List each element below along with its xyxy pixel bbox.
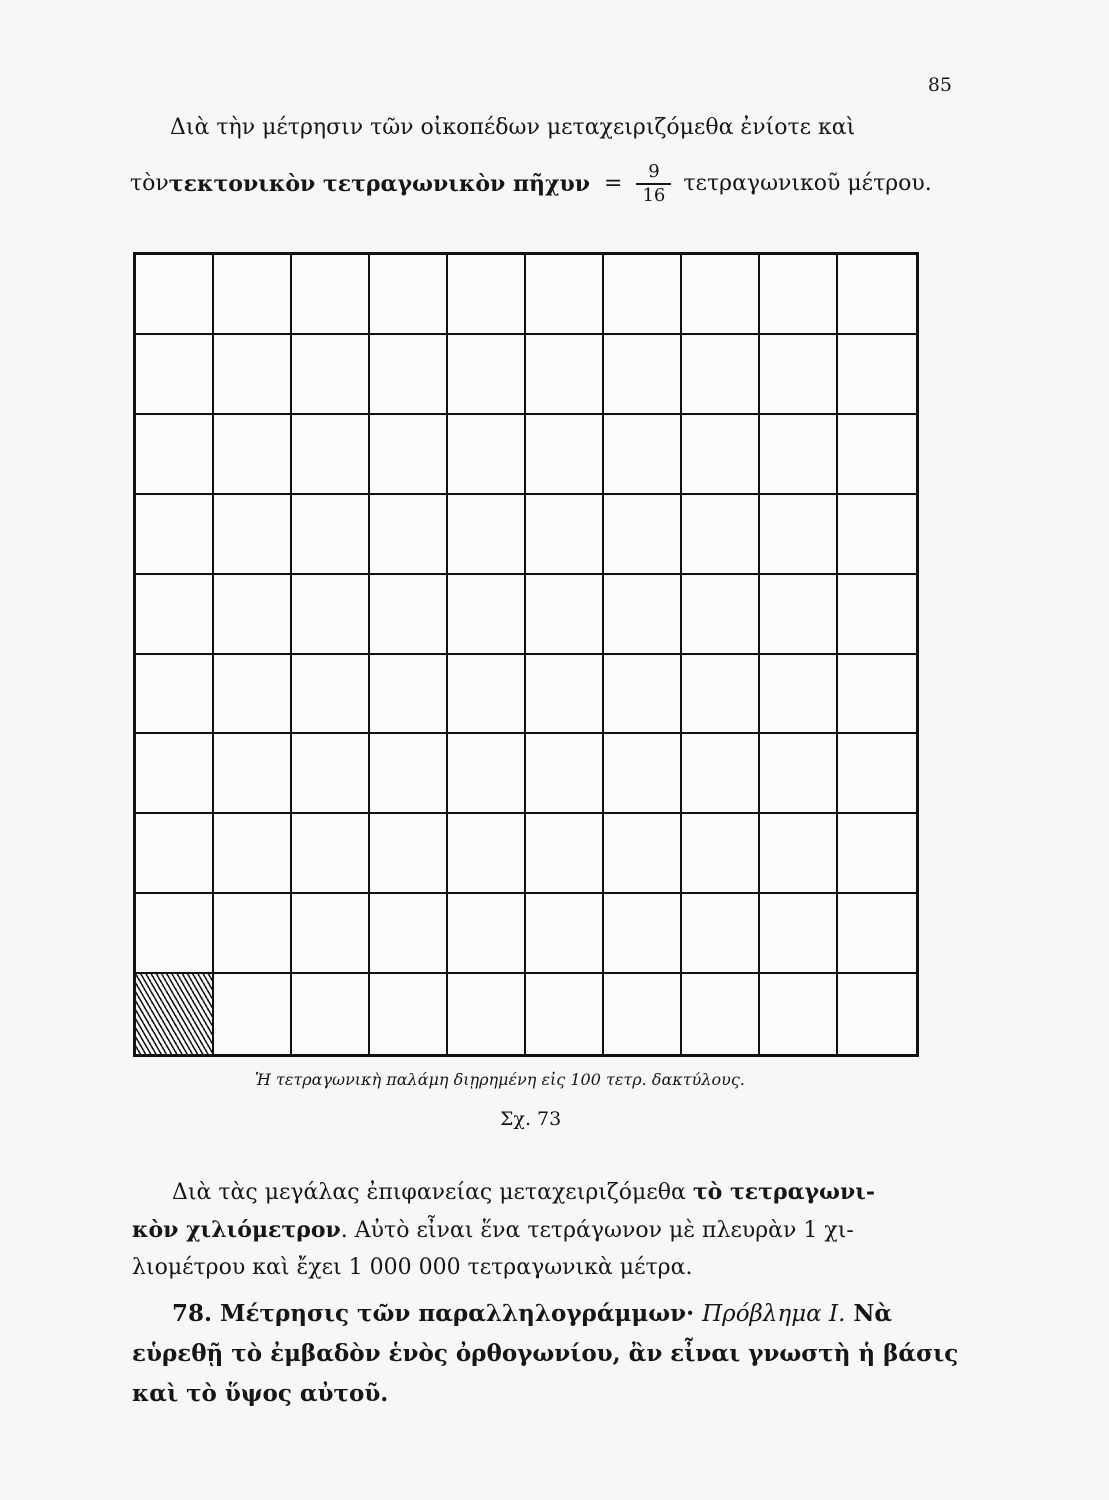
grid-cell — [604, 415, 682, 495]
paragraph2-line3: λιομέτρου καὶ ἔχει 1 000 000 τετραγωνικὰ μέτρα. — [132, 1255, 693, 1280]
grid-cell — [526, 974, 604, 1054]
figure-label: Σχ. 73 — [500, 1108, 562, 1130]
grid-cell — [214, 335, 292, 415]
grid-cell — [760, 655, 838, 735]
term-tektonic-cubit: τεκτονικὸν τετραγωνικὸν πῆχυν — [168, 170, 591, 197]
term-square-kilometer-part2: κὸν χιλιόμετρον — [132, 1217, 341, 1243]
grid-cell — [526, 415, 604, 495]
grid-cell — [448, 655, 526, 735]
grid-cell — [526, 575, 604, 655]
paragraph2-line2-suffix: . Αὐτὸ εἶναι ἕνα τετράγωνον μὲ πλευρὰν 1 χι- — [340, 1218, 854, 1243]
grid-cell — [448, 335, 526, 415]
grid-cell — [370, 255, 448, 335]
paragraph2-line1 — [172, 1176, 875, 1209]
grid-cell — [214, 255, 292, 335]
grid-cell — [760, 255, 838, 335]
grid-cell — [214, 415, 292, 495]
paragraph3-line1 — [172, 1298, 892, 1330]
grid-cell — [136, 495, 214, 575]
grid-cell — [136, 575, 214, 655]
grid-cell — [526, 335, 604, 415]
grid-cell — [838, 255, 916, 335]
fraction-denominator: 16 — [642, 184, 666, 206]
grid-cell — [604, 894, 682, 974]
grid-cell — [604, 814, 682, 894]
grid-cell — [838, 335, 916, 415]
grid-cell — [448, 575, 526, 655]
grid-cell — [370, 495, 448, 575]
grid-cell — [136, 415, 214, 495]
fraction-nine-sixteenths — [636, 162, 671, 206]
section-78-title: 78. Μέτρησις τῶν παραλληλογράμμων· — [172, 1300, 695, 1327]
grid-cell — [136, 734, 214, 814]
hatched-unit-square — [136, 974, 214, 1054]
grid-cell — [526, 814, 604, 894]
grid-cell — [760, 734, 838, 814]
paragraph2-line1-prefix: Διὰ τὰς μεγάλας ἐπιφανείας μεταχειριζόμεθα — [172, 1180, 693, 1205]
grid-cell — [682, 655, 760, 735]
grid-cell — [448, 814, 526, 894]
grid-cell — [604, 655, 682, 735]
grid-cell — [370, 894, 448, 974]
grid-cell — [448, 495, 526, 575]
grid-cell — [682, 495, 760, 575]
grid-cell — [604, 255, 682, 335]
grid-cell — [448, 415, 526, 495]
grid-cell — [838, 814, 916, 894]
grid-cell — [838, 974, 916, 1054]
equals-sign: = — [604, 170, 623, 196]
grid-cell — [526, 655, 604, 735]
grid-cell — [292, 974, 370, 1054]
grid-cell — [292, 814, 370, 894]
paragraph3-line1-end: Νὰ — [853, 1300, 893, 1327]
grid-cell — [136, 655, 214, 735]
grid-cell — [370, 814, 448, 894]
fraction-numerator: 9 — [648, 161, 660, 182]
grid-cell — [292, 255, 370, 335]
grid-cell — [526, 734, 604, 814]
grid-cell — [292, 335, 370, 415]
grid-cell — [214, 974, 292, 1054]
grid-cell — [214, 495, 292, 575]
grid-cell — [760, 415, 838, 495]
grid-cell — [448, 255, 526, 335]
grid-cell — [682, 814, 760, 894]
grid-cell — [292, 415, 370, 495]
grid-cell — [760, 974, 838, 1054]
grid-cell — [526, 255, 604, 335]
grid-cell — [682, 575, 760, 655]
grid-cell — [838, 734, 916, 814]
grid-cell — [214, 575, 292, 655]
grid-cell — [682, 974, 760, 1054]
figure-caption: Ἡ τετραγωνικὴ παλάμη διῃρημένη εἰς 100 τετρ. δακτύλους. — [255, 1070, 745, 1089]
grid-cell — [370, 335, 448, 415]
grid-cell — [838, 495, 916, 575]
grid-cell — [682, 734, 760, 814]
term-square-kilometer-part1: τὸ τετραγωνι- — [692, 1179, 876, 1205]
grid-cell — [682, 255, 760, 335]
grid-cell — [292, 734, 370, 814]
paragraph3-line3: καὶ τὸ ὕψος αὐτοῦ. — [132, 1380, 389, 1407]
grid-cell — [760, 575, 838, 655]
grid-cell — [292, 655, 370, 735]
grid-cell — [370, 655, 448, 735]
grid-cell — [214, 734, 292, 814]
grid-cell — [604, 734, 682, 814]
square-palm-grid-figure — [133, 252, 919, 1057]
grid-cell — [136, 335, 214, 415]
paragraph1-line1: Διὰ τὴν μέτρησιν τῶν οἰκοπέδων μεταχειριζόμεθα ἐνίοτε καὶ — [170, 115, 856, 140]
grid-cell — [292, 575, 370, 655]
grid-cell — [214, 655, 292, 735]
grid-cell — [838, 894, 916, 974]
grid-cell — [370, 974, 448, 1054]
grid-cell — [760, 335, 838, 415]
grid-cell — [838, 575, 916, 655]
grid-cell — [682, 415, 760, 495]
grid-cell — [292, 894, 370, 974]
grid-cell — [682, 894, 760, 974]
grid-cell — [604, 495, 682, 575]
grid-cell — [604, 335, 682, 415]
paragraph1-prefix: τὸν — [130, 170, 169, 196]
grid-cell — [838, 415, 916, 495]
grid-cell — [526, 894, 604, 974]
grid-cell — [136, 814, 214, 894]
grid-cell — [682, 335, 760, 415]
grid-cell — [370, 575, 448, 655]
grid-cell — [838, 655, 916, 735]
grid-cell — [448, 734, 526, 814]
grid-cell — [370, 415, 448, 495]
grid-cell — [214, 894, 292, 974]
grid-cell — [760, 495, 838, 575]
paragraph3-line2: εὑρεθῇ τὸ ἐμβαδὸν ἑνὸς ὀρθογωνίου, ἂν εἶναι γνωστὴ ἡ βάσις — [132, 1340, 959, 1367]
grid-cell — [136, 255, 214, 335]
grid-cell — [604, 974, 682, 1054]
grid-cell — [760, 894, 838, 974]
grid-cell — [136, 894, 214, 974]
paragraph1-suffix: τετραγωνικοῦ μέτρου. — [683, 170, 932, 196]
grid-cell — [292, 495, 370, 575]
grid-cell — [370, 734, 448, 814]
grid-cell — [604, 575, 682, 655]
page-number: 85 — [927, 74, 952, 96]
paragraph2-line2 — [132, 1214, 854, 1247]
paragraph1-line2 — [130, 162, 932, 206]
grid-cell — [214, 814, 292, 894]
grid-cell — [448, 974, 526, 1054]
grid-cell — [760, 814, 838, 894]
grid-cell — [526, 495, 604, 575]
grid-cell — [448, 894, 526, 974]
problem-label: Πρόβλημα Ι. — [702, 1301, 846, 1327]
